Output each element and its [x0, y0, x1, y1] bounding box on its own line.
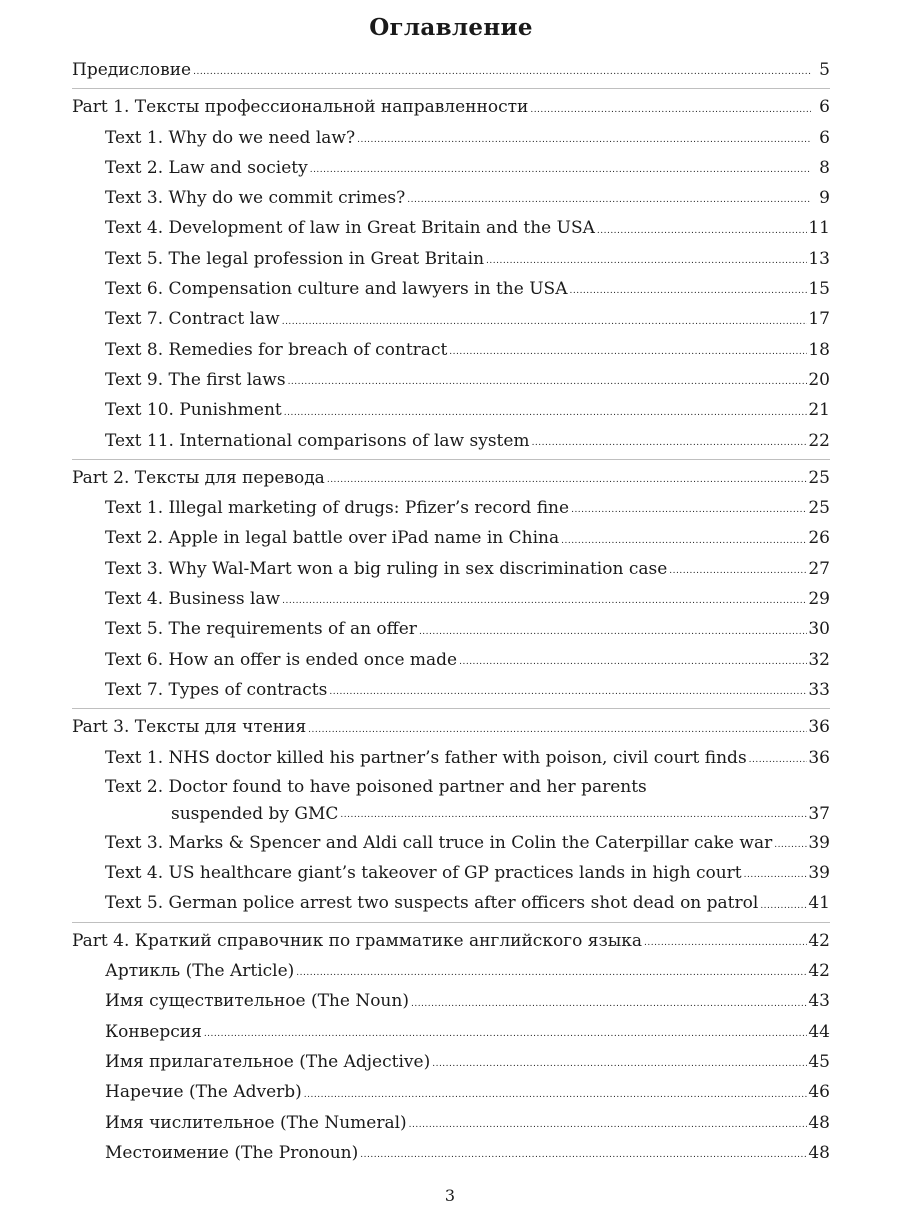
toc-entry[interactable] [72, 1017, 830, 1047]
toc-page-number: 17 [808, 309, 830, 330]
toc-page-number: 27 [808, 558, 830, 579]
toc-page-number: 44 [808, 1021, 830, 1042]
leader-dots [407, 194, 811, 206]
toc-entry-label: Text 6. Compensation culture and lawyers in the USA [105, 279, 568, 300]
toc-entry[interactable] [72, 743, 830, 773]
toc-entry-label: Text 2. Apple in legal battle over iPad name in China [105, 528, 560, 549]
toc-entry-label: Text 1. Why do we need law? [105, 127, 356, 148]
toc-entry-label: Part 2. Тексты для перевода [72, 467, 325, 488]
leader-dots [749, 754, 808, 766]
toc-page-number: 45 [808, 1051, 830, 1072]
leader-dots [419, 626, 807, 638]
leader-dots [282, 595, 807, 607]
toc-page-number: 25 [808, 467, 830, 488]
toc-page-number: 43 [808, 991, 830, 1012]
toc-entry-label: Part 4. Краткий справочник по грамматике английского языка [72, 930, 643, 951]
page-title: Оглавление [369, 14, 533, 41]
toc-entry[interactable] [72, 773, 830, 828]
toc-entry[interactable] [72, 426, 830, 456]
toc-entry-label: Text 7. Types of contracts [105, 679, 328, 700]
toc-page-number: 37 [808, 803, 830, 824]
leader-dots [569, 285, 807, 297]
toc-entry[interactable] [72, 675, 830, 705]
toc-page-number: 48 [808, 1142, 830, 1163]
toc-page-number: 5 [819, 60, 830, 80]
toc-entry-label: Part 3. Тексты для чтения [72, 717, 307, 738]
page-number-footer: 3 [444, 1186, 456, 1205]
toc-entry[interactable] [72, 365, 830, 395]
section-divider [72, 922, 830, 923]
leader-dots [360, 1149, 807, 1161]
toc-section-part2 [72, 463, 830, 705]
toc-entry[interactable] [72, 986, 830, 1016]
toc-page-number: 46 [808, 1082, 830, 1103]
toc-entry-label: Text 1. NHS doctor killed his partner’s father with poison, civil court finds [105, 747, 747, 768]
leader-dots [340, 809, 807, 821]
toc-entry[interactable] [72, 858, 830, 888]
toc-entry[interactable] [72, 274, 830, 304]
toc-section-part3 [72, 712, 830, 918]
leader-dots [409, 1119, 808, 1131]
toc-part-heading[interactable] [72, 926, 830, 956]
toc-entry-label: Text 8. Remedies for breach of contract [105, 339, 448, 360]
toc-entry[interactable] [72, 493, 830, 523]
toc-entry-label: Местоимение (The Pronoun) [105, 1142, 359, 1163]
toc-entry-label: Text 4. Development of law in Great Britain and the USA [105, 218, 595, 239]
toc-page-number: 8 [819, 157, 830, 178]
section-divider [72, 459, 830, 460]
toc-entry[interactable] [72, 523, 830, 553]
toc-page-number: 32 [808, 649, 830, 670]
leader-dots [284, 407, 808, 419]
leader-dots [561, 535, 807, 547]
leader-dots [760, 900, 807, 912]
toc-entry-label-continued: suspended by GMC [171, 803, 339, 824]
leader-dots [204, 1028, 808, 1040]
toc-entry[interactable] [72, 1108, 830, 1138]
toc-page-number: 29 [808, 589, 830, 610]
section-divider [72, 708, 830, 709]
toc-entry[interactable] [72, 888, 830, 918]
toc-entry[interactable] [72, 153, 830, 183]
toc-entry-label: Text 3. Why Wal-Mart won a big ruling in sex discrimination case [105, 558, 668, 579]
toc-entry[interactable] [72, 1138, 830, 1168]
leader-dots [644, 937, 807, 949]
leader-dots [193, 66, 811, 78]
toc-entry-label: Text 1. Illegal marketing of drugs: Pfizer’s record fine [105, 498, 570, 519]
toc-page-number: 6 [819, 127, 830, 148]
toc-page-number: 6 [819, 97, 830, 118]
leader-dots [288, 376, 808, 388]
toc-entry-label: Text 4. Business law [105, 589, 281, 610]
toc-entry-label: Text 5. German police arrest two suspects after officers shot dead on patrol [105, 893, 759, 914]
leader-dots [669, 565, 807, 577]
toc-page-number: 41 [808, 893, 830, 914]
toc-page-number: 36 [808, 747, 830, 768]
toc-page-number: 22 [808, 430, 830, 451]
toc-entry-label: Text 3. Marks & Spencer and Aldi call truce in Colin the Caterpillar cake war [105, 832, 773, 853]
toc-page-number: 30 [808, 619, 830, 640]
toc-page-number: 15 [808, 279, 830, 300]
toc-entry[interactable] [72, 614, 830, 644]
leader-dots [357, 134, 811, 146]
toc-page-number: 36 [808, 717, 830, 738]
toc-page-number: 20 [808, 369, 830, 390]
toc-entry[interactable] [72, 828, 830, 858]
toc-page-number: 39 [808, 832, 830, 853]
toc-entry[interactable] [72, 123, 830, 153]
toc-entry[interactable] [72, 244, 830, 274]
toc-entry[interactable] [72, 554, 830, 584]
leader-dots [282, 316, 808, 328]
toc-section-part1 [72, 92, 830, 456]
toc-entry[interactable] [72, 1077, 830, 1107]
toc-entry[interactable] [72, 213, 830, 243]
toc-page-number: 11 [808, 218, 830, 239]
toc-entry[interactable] [72, 304, 830, 334]
toc-entry-label: Text 5. The legal profession in Great Britain [105, 248, 485, 269]
leader-dots [486, 255, 807, 267]
toc-page-number: 42 [808, 930, 830, 951]
leader-dots [571, 504, 807, 516]
leader-dots [432, 1058, 807, 1070]
leader-dots [449, 346, 807, 358]
toc-part-heading[interactable] [72, 712, 830, 742]
section-divider [72, 88, 830, 89]
toc-page-number: 42 [808, 961, 830, 982]
toc-page-number: 33 [808, 679, 830, 700]
toc-page-number: 21 [808, 400, 830, 421]
toc-entry-label: Text 11. International comparisons of law system [105, 430, 530, 451]
leader-dots [411, 998, 807, 1010]
toc-entry-preface[interactable] [72, 55, 830, 85]
leader-dots [296, 967, 807, 979]
toc-page-number: 39 [808, 863, 830, 884]
toc-entry-label: Конверсия [105, 1021, 202, 1042]
toc-entry[interactable] [72, 395, 830, 425]
toc-page-number: 18 [808, 339, 830, 360]
leader-dots [459, 656, 807, 668]
toc-page-number: 48 [808, 1112, 830, 1133]
leader-dots [774, 839, 807, 851]
toc-entry-label: Имя существительное (The Noun) [105, 991, 409, 1012]
toc-section-part4 [72, 926, 830, 1168]
toc-page-number: 13 [808, 248, 830, 269]
leader-dots [532, 437, 808, 449]
toc-entry-label: Text 2. Doctor found to have poisoned partner and her parents [105, 776, 647, 797]
toc-entry-continuation [105, 801, 830, 828]
toc-entry-label: Text 9. The first laws [105, 369, 286, 390]
toc-entry[interactable] [72, 335, 830, 365]
toc-entry[interactable] [72, 183, 830, 213]
leader-dots [308, 724, 807, 736]
leader-dots [327, 474, 808, 486]
leader-dots [329, 686, 807, 698]
toc-entry-label: Text 3. Why do we commit crimes? [105, 188, 406, 209]
toc-page-number: 9 [819, 188, 830, 209]
toc-entry-label: Имя числительное (The Numeral) [105, 1112, 407, 1133]
leader-dots [304, 1089, 808, 1101]
toc-page-number: 26 [808, 528, 830, 549]
toc-part-heading[interactable] [72, 92, 830, 122]
toc-entry[interactable] [72, 645, 830, 675]
toc-entry-label: Имя прилагательное (The Adjective) [105, 1051, 431, 1072]
table-of-contents [72, 55, 830, 1168]
toc-part-heading[interactable] [72, 463, 830, 493]
toc-entry-label: Text 7. Contract law [105, 309, 280, 330]
toc-entry-label: Text 6. How an offer is ended once made [105, 649, 458, 670]
toc-entry-label: Text 5. The requirements of an offer [105, 619, 417, 640]
leader-dots [744, 869, 808, 881]
toc-entry-label: Предисловие [72, 60, 192, 80]
toc-page-number: 25 [808, 498, 830, 519]
toc-entry-label: Text 4. US healthcare giant’s takeover of GP practices lands in high court [105, 863, 742, 884]
toc-entry-label: Наречие (The Adverb) [105, 1082, 302, 1103]
leader-dots [530, 104, 811, 116]
toc-entry[interactable] [72, 956, 830, 986]
toc-entry-label: Part 1. Тексты профессиональной направленности [72, 97, 529, 118]
toc-entry[interactable] [72, 1047, 830, 1077]
leader-dots [310, 164, 811, 176]
toc-entry-label: Text 10. Punishment [105, 400, 282, 421]
toc-entry-label: Артикль (The Article) [105, 961, 295, 982]
leader-dots [597, 225, 807, 237]
toc-entry[interactable] [72, 584, 830, 614]
toc-entry-label: Text 2. Law and society [105, 157, 308, 178]
